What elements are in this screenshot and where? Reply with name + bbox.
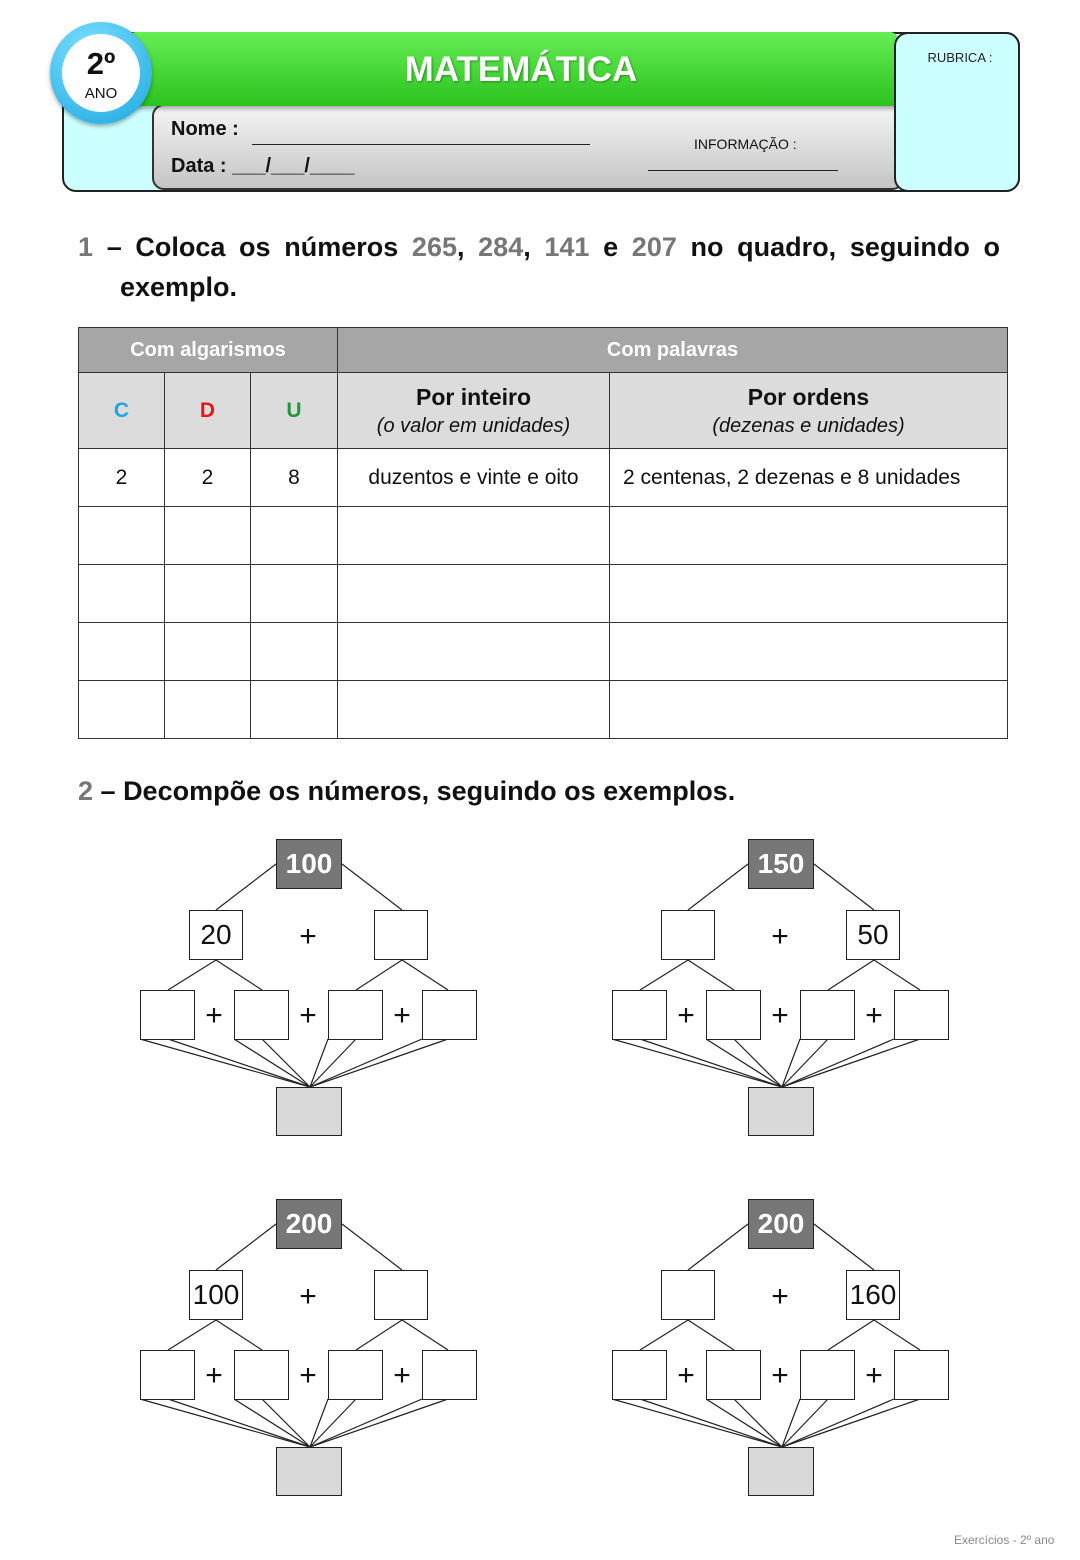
- result-box[interactable]: [748, 1087, 814, 1136]
- connector-line: [688, 1320, 734, 1350]
- header-por-inteiro-label: Por inteiro: [415, 383, 531, 410]
- plus-sign: +: [865, 1359, 883, 1392]
- connector-line: [342, 864, 402, 910]
- number-265: 265: [411, 232, 457, 262]
- plus-sign: +: [205, 999, 223, 1032]
- question-text: Decompõe os números, seguindo os exemplos.: [123, 776, 736, 806]
- digit-input[interactable]: [422, 990, 477, 1040]
- cell-d: 2: [165, 449, 251, 507]
- plus-sign: +: [299, 999, 317, 1032]
- connector-line: [168, 960, 216, 990]
- connector-line: [828, 1320, 874, 1350]
- connector-line: [782, 1399, 920, 1447]
- connector-line: [640, 1320, 688, 1350]
- info-label: INFORMAÇÃO :: [694, 136, 797, 152]
- plus-sign: +: [865, 999, 883, 1032]
- connector-line: [216, 1320, 262, 1350]
- plus-sign: +: [771, 1359, 789, 1392]
- header-u-label: U: [286, 398, 302, 422]
- connector-line: [782, 1039, 920, 1087]
- connector-line: [782, 1039, 828, 1087]
- digit-input[interactable]: [140, 990, 195, 1040]
- connector-line: [168, 1399, 310, 1447]
- digit-input[interactable]: [894, 990, 949, 1040]
- cell-ordens: 2 centenas, 2 dezenas e 8 unidades: [610, 449, 1008, 507]
- digit-input[interactable]: [140, 1350, 195, 1400]
- connector-line: [612, 1399, 782, 1447]
- right-part-input[interactable]: [374, 910, 428, 960]
- header-com-algarismos: Com algarismos: [79, 328, 338, 373]
- connector-line: [688, 1224, 748, 1270]
- connector-line: [640, 1039, 782, 1087]
- digit-input[interactable]: [328, 1350, 383, 1400]
- connector-line: [640, 1399, 782, 1447]
- header-d-label: D: [199, 398, 216, 422]
- connector-line: [402, 1320, 448, 1350]
- number-207: 207: [631, 232, 677, 262]
- connector-line: [706, 1399, 782, 1447]
- connector-line: [310, 1399, 356, 1447]
- connector-line: [706, 1039, 782, 1087]
- plus-sign: +: [393, 1359, 411, 1392]
- separator: ,: [523, 232, 545, 262]
- exercise1-question-cont: exemplo.: [120, 272, 238, 302]
- nome-label: Nome :: [171, 118, 239, 140]
- question-text: no quadro, seguindo o: [676, 232, 1000, 262]
- digit-input[interactable]: [422, 1350, 477, 1400]
- dash: –: [93, 232, 136, 262]
- connector-line: [310, 1399, 422, 1447]
- connector-line: [234, 1039, 310, 1087]
- plus-sign: +: [299, 920, 317, 953]
- connector-line: [310, 1039, 422, 1087]
- digit-input[interactable]: [706, 990, 761, 1040]
- plus-sign: +: [299, 1280, 317, 1313]
- right-part-box: 160: [846, 1270, 900, 1320]
- plus-sign: +: [771, 1280, 789, 1313]
- grade-sub: ANO: [84, 85, 118, 102]
- digit-input[interactable]: [800, 1350, 855, 1400]
- connector-line: [310, 1399, 448, 1447]
- plus-sign: +: [677, 1359, 695, 1392]
- total-box: 200: [748, 1199, 814, 1249]
- connector-line: [168, 1320, 216, 1350]
- separator: e: [589, 232, 632, 262]
- connector-line: [140, 1039, 310, 1087]
- left-part-input[interactable]: [661, 1270, 715, 1320]
- left-part-box: 20: [189, 910, 243, 960]
- left-part-input[interactable]: [661, 910, 715, 960]
- connector-line: [814, 1224, 874, 1270]
- exercise1-number: 1: [78, 232, 94, 262]
- header-c-label: C: [113, 398, 130, 422]
- header-por-ordens-sub: (dezenas e unidades): [712, 414, 905, 437]
- number-284: 284: [478, 232, 524, 262]
- exercise2-number: 2: [78, 776, 94, 806]
- connector-line: [612, 1039, 782, 1087]
- header-com-palavras: Com palavras: [338, 328, 1008, 373]
- connector-line: [342, 1224, 402, 1270]
- question-text: Coloca os números: [135, 232, 412, 262]
- dash: –: [93, 776, 124, 806]
- plus-sign: +: [393, 999, 411, 1032]
- total-box: 200: [276, 1199, 342, 1249]
- cell-inteiro: duzentos e vinte e oito: [338, 449, 610, 507]
- connector-line: [216, 864, 276, 910]
- grade-number: 2º: [86, 46, 116, 81]
- plus-sign: +: [205, 1359, 223, 1392]
- connector-line: [874, 960, 920, 990]
- digit-input[interactable]: [612, 990, 667, 1040]
- right-part-input[interactable]: [374, 1270, 428, 1320]
- connector-line: [234, 1399, 310, 1447]
- separator: ,: [456, 232, 479, 262]
- connector-line: [688, 864, 748, 910]
- connector-line: [782, 1399, 828, 1447]
- digit-input[interactable]: [894, 1350, 949, 1400]
- connector-line: [782, 1399, 894, 1447]
- connector-line: [356, 1320, 402, 1350]
- connector-line: [140, 1399, 310, 1447]
- connector-line: [828, 960, 874, 990]
- connector-line: [782, 1039, 894, 1087]
- connector-line: [814, 864, 874, 910]
- connector-line: [310, 1039, 356, 1087]
- page-title: MATEMÁTICA: [404, 50, 638, 89]
- left-part-box: 100: [189, 1270, 243, 1320]
- connector-line: [310, 1039, 448, 1087]
- connector-line: [688, 960, 734, 990]
- digit-input[interactable]: [234, 990, 289, 1040]
- plus-sign: +: [771, 920, 789, 953]
- right-part-box: 50: [846, 910, 900, 960]
- number-141: 141: [544, 232, 590, 262]
- connector-line: [874, 1320, 920, 1350]
- connector-line: [216, 1224, 276, 1270]
- result-box[interactable]: [748, 1447, 814, 1496]
- cell-u: 8: [251, 449, 338, 507]
- digit-input[interactable]: [800, 990, 855, 1040]
- header-por-ordens-label: Por ordens: [747, 383, 870, 410]
- digit-input[interactable]: [328, 990, 383, 1040]
- total-box: 150: [748, 839, 814, 889]
- cell-c: 2: [79, 449, 165, 507]
- plus-sign: +: [771, 999, 789, 1032]
- plus-sign: +: [299, 1359, 317, 1392]
- digit-input[interactable]: [234, 1350, 289, 1400]
- connector-line: [168, 1039, 310, 1087]
- footer: Exercícios - 2º ano: [954, 1533, 1055, 1547]
- rubrica-label: RUBRICA :: [927, 50, 993, 65]
- digit-input[interactable]: [612, 1350, 667, 1400]
- connector-line: [356, 960, 402, 990]
- result-box[interactable]: [276, 1447, 342, 1496]
- plus-sign: +: [677, 999, 695, 1032]
- connector-line: [640, 960, 688, 990]
- digit-input[interactable]: [706, 1350, 761, 1400]
- connector-line: [216, 960, 262, 990]
- data-field[interactable]: Data : ___/___/____: [171, 155, 355, 177]
- header-por-inteiro-sub: (o valor em unidades): [376, 414, 571, 437]
- result-box[interactable]: [276, 1087, 342, 1136]
- connector-line: [402, 960, 448, 990]
- total-box: 100: [276, 839, 342, 889]
